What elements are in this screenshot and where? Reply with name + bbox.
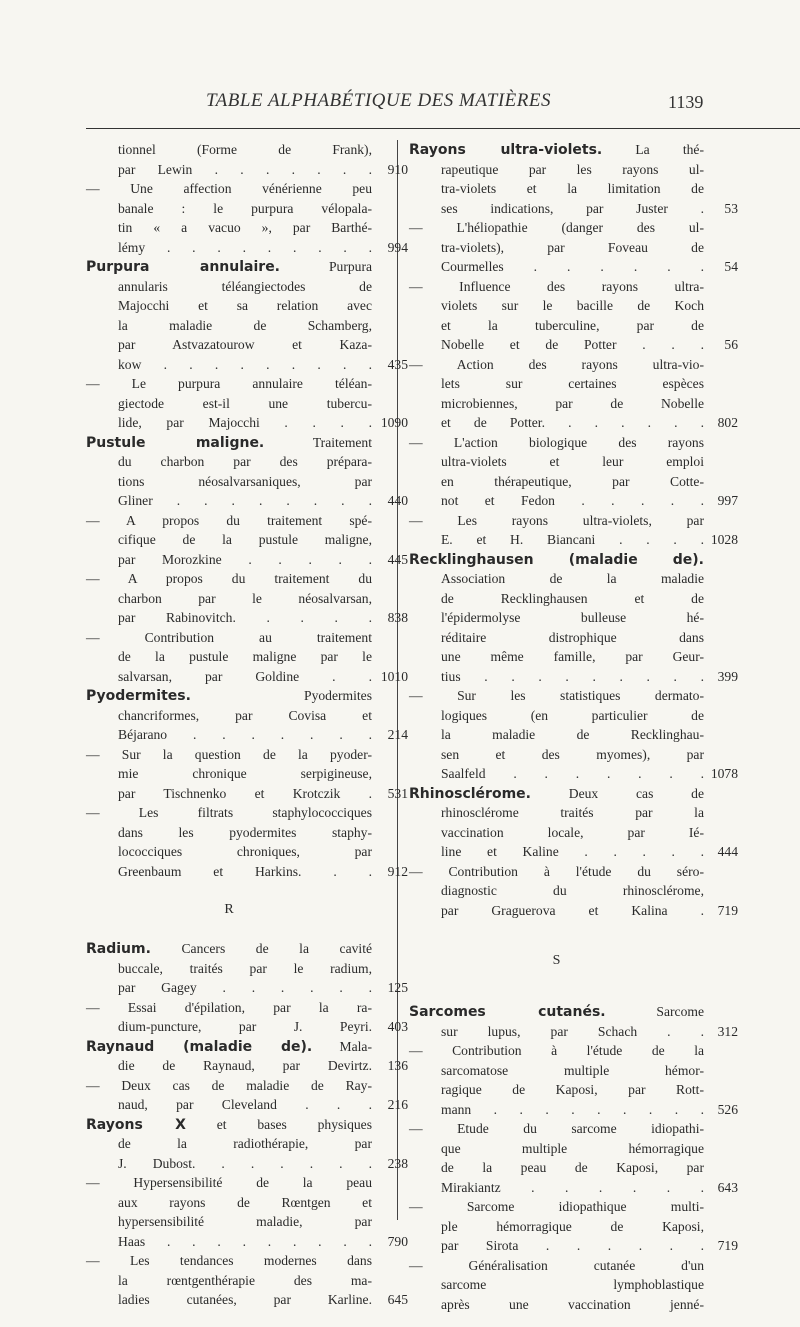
entry-text: — Généralisation cutanée d'un [409, 1257, 704, 1273]
entry-text: Deux cas de [530, 785, 704, 801]
entry-text: — Essai d'épilation, par la ra- [86, 999, 372, 1015]
index-line [86, 706, 372, 726]
entry-text: sur lupus, par Schach . . [441, 1023, 704, 1039]
page-reference: 526 [717, 1101, 738, 1117]
entry-text: E. et H. Biancani . . . . [441, 532, 704, 547]
entry-text: rapeutique par les rayons ul- [441, 161, 704, 177]
entry-text: — A propos du traitement spé- [86, 512, 372, 528]
page-reference: 838 [387, 610, 408, 625]
index-line [86, 1076, 372, 1096]
entry-text: Majocchi et sa relation avec [118, 298, 372, 313]
index-line [86, 218, 372, 238]
page-reference: 643 [717, 1179, 738, 1195]
page-reference: 912 [387, 863, 408, 879]
entry-text: de Recklinghausen et de [441, 590, 704, 606]
entry-text: — A propos du traitement du [86, 571, 372, 586]
page-reference: 802 [717, 415, 738, 430]
header-rule [86, 128, 800, 129]
index-line [409, 491, 738, 511]
index-line [86, 667, 408, 687]
index-line [409, 1197, 704, 1217]
entry-text: — Les tendances modernes dans [86, 1253, 372, 1268]
index-line [86, 1134, 372, 1154]
entry-text: en thérapeutique, par Cotte- [441, 473, 704, 489]
index-line [409, 1002, 704, 1022]
index-line [86, 199, 372, 219]
entry-text: naud, par Cleveland . . . [118, 1097, 372, 1112]
index-line [86, 394, 372, 414]
entry-text: et bases physiques [185, 1116, 373, 1132]
entry-text: ragique de Kaposi, par Rott- [441, 1082, 704, 1097]
right-column [409, 140, 738, 1314]
entry-text: tions néosalvarsaniques, par [118, 473, 372, 489]
index-line [409, 374, 704, 394]
running-header [0, 90, 800, 120]
page-reference: 719 [717, 1238, 738, 1253]
index-line [86, 842, 372, 862]
index-line [86, 939, 372, 959]
index-line [409, 335, 738, 355]
entry-text: lococciques chroniques, par [118, 844, 372, 859]
entry-text: salvarsan, par Goldine . . [118, 668, 372, 684]
entry-text: aux rayons de Rœntgen et [118, 1194, 372, 1210]
index-line [86, 530, 372, 550]
index-line [86, 686, 372, 706]
running-title: TABLE ALPHABÉTIQUE DES MATIÈRES [206, 90, 551, 111]
entry-text: Haas . . . . . . . . . [118, 1233, 372, 1249]
index-line [86, 452, 372, 472]
entry-heading: Raynaud (maladie de). [86, 1038, 313, 1055]
index-line [409, 803, 704, 823]
index-line [409, 823, 704, 843]
index-line [86, 1251, 372, 1271]
entry-text: — Une affection vénérienne peu [86, 181, 372, 196]
index-line [86, 1037, 372, 1057]
index-line [409, 589, 704, 609]
index-line [86, 433, 372, 453]
index-line [409, 160, 704, 180]
index-line [86, 179, 372, 199]
entry-text: dans les pyodermites staphy- [118, 824, 372, 840]
entry-text: — Contribution à l'étude du séro- [409, 863, 704, 879]
entry-text: giectode est-il une tubercu- [118, 395, 372, 411]
entry-text: chancriformes, par Covisa et [118, 707, 372, 723]
entry-text: line et Kaline . . . . . [441, 844, 704, 859]
index-line [409, 296, 704, 316]
index-line [409, 1178, 738, 1198]
index-line [86, 647, 372, 667]
index-line [409, 1295, 704, 1315]
entry-text: Cancers de la cavité [150, 941, 372, 956]
index-line [86, 1290, 408, 1310]
entry-text: ple hémorragique de Kaposi, [441, 1218, 704, 1234]
index-line [86, 550, 408, 570]
index-line [409, 608, 704, 628]
index-line [86, 608, 408, 628]
entry-text: par Tischnenko et Krotczik . [118, 785, 372, 801]
entry-text: La thé- [602, 142, 704, 157]
entry-text: — Sur la question de la pyoder- [86, 746, 372, 762]
page-reference: 136 [387, 1058, 408, 1073]
entry-text: lets sur certaines espèces [441, 376, 704, 391]
page-reference: 1028 [710, 532, 738, 547]
entry-text: mann . . . . . . . . . [441, 1101, 704, 1117]
page-reference: 531 [387, 785, 408, 801]
page-reference: 645 [387, 1292, 408, 1307]
entry-text: que multiple hémorragique [441, 1140, 704, 1156]
entry-text: charbon par le néosalvarsan, [118, 590, 372, 606]
index-line [409, 1022, 738, 1042]
entry-text: Mirakiantz . . . . . . [441, 1179, 704, 1195]
index-line [86, 355, 408, 375]
entry-heading: Rhinosclérome. [409, 785, 531, 802]
index-line [409, 1119, 704, 1139]
index-line [409, 569, 704, 589]
page-reference: 994 [387, 239, 408, 255]
entry-text: Sarcome [605, 1004, 704, 1019]
left-column [86, 140, 408, 1310]
index-line [86, 1193, 372, 1213]
index-line [86, 823, 372, 843]
index-line [409, 179, 704, 199]
entry-text: hypersensibilité maladie, par [118, 1214, 372, 1229]
entry-text: annularis téléangiectodes de [118, 278, 372, 294]
index-line [409, 277, 704, 297]
entry-text: kow . . . . . . . . . [118, 356, 372, 372]
entry-text: du charbon par des prépara- [118, 454, 372, 469]
entry-heading: Purpura annulaire. [86, 259, 281, 275]
entry-text: tin « a vacuo », par Barthé- [118, 220, 372, 235]
index-line [409, 1080, 704, 1100]
entry-text: par Lewin . . . . . . . [118, 161, 372, 177]
index-line [409, 706, 704, 726]
index-line [409, 316, 704, 336]
page-number: 1139 [668, 92, 704, 112]
index-line [86, 784, 408, 804]
index-line [86, 296, 372, 316]
section-letter: R [224, 902, 234, 917]
index-line [409, 1100, 738, 1120]
index-line [409, 355, 704, 375]
entry-text: dium-puncture, par J. Peyri. [118, 1019, 372, 1034]
index-line [409, 394, 704, 414]
index-line [86, 628, 372, 648]
section-letter: S [552, 953, 561, 968]
entry-text: Gliner . . . . . . . . [118, 493, 372, 508]
entry-text: par Rabinovitch. . . . . [118, 610, 372, 625]
index-line [409, 628, 704, 648]
entry-text: Mala- [312, 1038, 372, 1054]
index-line [86, 862, 408, 882]
index-line [409, 257, 738, 277]
index-line [86, 998, 372, 1018]
index-line [409, 686, 704, 706]
index-line [409, 472, 704, 492]
entry-text: sarcome lymphoblastique [441, 1277, 704, 1292]
page-reference: 214 [387, 727, 408, 742]
index-line [409, 530, 738, 550]
entry-text: par Graguerova et Kalina . [441, 902, 704, 918]
index-line [86, 1173, 372, 1193]
entry-text: — Deux cas de maladie de Ray- [86, 1077, 372, 1093]
entry-text: — Etude du sarcome idiopathi- [409, 1121, 704, 1136]
page-reference: 440 [387, 493, 408, 508]
entry-text: une même famille, par Geur- [441, 649, 704, 664]
entry-text: par Gagey . . . . . . [118, 980, 372, 995]
entry-text: mie chronique serpigineuse, [118, 766, 372, 781]
page-reference: 910 [387, 161, 408, 177]
entry-text: logiques (en particulier de [441, 707, 704, 723]
index-line [86, 1212, 372, 1232]
page-reference: 719 [717, 902, 738, 918]
index-line [86, 959, 372, 979]
entry-text: — Hypersensibilité de la peau [86, 1175, 372, 1190]
entry-text: — Contribution au traitement [86, 629, 372, 645]
entry-text: Saalfeld . . . . . . . [441, 766, 704, 781]
entry-text: Purpura [280, 259, 372, 274]
entry-text: — Les rayons ultra-violets, par [409, 512, 704, 528]
entry-text: et la tuberculine, par de [441, 317, 704, 333]
entry-text: — Sur les statistiques dermato- [409, 688, 704, 703]
index-line [409, 218, 704, 238]
entry-text: sen et des myomes), par [441, 746, 704, 762]
index-line [86, 257, 372, 277]
entry-text: Pyodermites [190, 688, 372, 703]
entry-text: banale : le purpura vélopala- [118, 200, 372, 216]
index-line [409, 784, 704, 804]
page-reference: 445 [387, 551, 408, 567]
index-line [409, 1061, 704, 1081]
index-line [86, 1232, 408, 1252]
entry-text: lémy . . . . . . . . . [118, 239, 372, 255]
entry-text: tionnel (Forme de Frank), [118, 142, 372, 157]
index-line [409, 745, 704, 765]
entry-text: cifique de la pustule maligne, [118, 532, 372, 547]
entry-text: de la peau de Kaposi, par [441, 1160, 704, 1175]
entry-text: vaccination locale, par Ié- [441, 824, 704, 840]
entry-heading: Radium. [86, 941, 151, 957]
index-line [86, 745, 372, 765]
entry-text: Greenbaum et Harkins. . . [118, 863, 372, 879]
index-line [409, 764, 738, 784]
entry-text: la maladie de Recklinghau- [441, 727, 704, 742]
index-line [409, 842, 738, 862]
index-line [409, 1041, 704, 1061]
page-reference: 56 [724, 337, 738, 352]
entry-text: de la pustule maligne par le [118, 649, 372, 664]
entry-text: microbiennes, par de Nobelle [441, 395, 704, 411]
index-line [409, 881, 704, 901]
entry-text: — Les filtrats staphylococciques [86, 805, 372, 820]
page-reference: 790 [387, 1233, 408, 1249]
entry-text: buccale, traités par le radium, [118, 960, 372, 976]
entry-text: ladies cutanées, par Karline. [118, 1292, 372, 1307]
index-line [86, 764, 372, 784]
entry-heading: Pustule maligne. [86, 434, 265, 451]
page-reference: 54 [724, 259, 738, 274]
index-line [86, 978, 408, 998]
page-reference: 238 [387, 1155, 408, 1171]
index-line [86, 1271, 372, 1291]
page-reference: 399 [717, 668, 738, 684]
index-line [86, 140, 372, 160]
index-line [409, 901, 738, 921]
index-line [86, 1115, 372, 1135]
index-line [409, 238, 704, 258]
index-line [409, 1158, 704, 1178]
entry-text: ultra-violets et leur emploi [441, 454, 704, 469]
entry-text: Association de la maladie [441, 571, 704, 586]
index-line [409, 1256, 704, 1276]
index-line [409, 647, 704, 667]
entry-text: de la radiothérapie, par [118, 1136, 372, 1151]
index-line [86, 589, 372, 609]
index-line [86, 1154, 408, 1174]
entry-text: Courmelles . . . . . . [441, 259, 704, 274]
entry-text: — Sarcome idiopathique multi- [409, 1199, 704, 1214]
page-reference: 403 [387, 1019, 408, 1034]
index-line [86, 238, 408, 258]
entry-text: réditaire distrophique dans [441, 629, 704, 645]
entry-text: et de Potter. . . . . . . [441, 415, 704, 430]
index-line [86, 472, 372, 492]
index-line [86, 1017, 408, 1037]
index-line [409, 452, 704, 472]
index-line [409, 433, 704, 453]
entry-text: Béjarano . . . . . . . [118, 727, 372, 742]
entry-text: après une vaccination jenné- [441, 1296, 704, 1312]
entry-text: Nobelle et de Potter . . . [441, 337, 704, 352]
entry-heading: Pyodermites. [86, 688, 191, 704]
page-reference: 435 [387, 356, 408, 372]
entry-text: J. Dubost. . . . . . . [118, 1155, 372, 1171]
index-line [86, 277, 372, 297]
entry-text: Traitement [264, 434, 373, 450]
index-line [86, 335, 372, 355]
index-line [86, 569, 372, 589]
index-line [86, 725, 408, 745]
index-line [409, 862, 704, 882]
entry-text: tius . . . . . . . . . [441, 668, 704, 684]
entry-text: rhinosclérome traités par la [441, 805, 704, 820]
index-line [86, 803, 372, 823]
index-line [86, 491, 408, 511]
entry-text: — Le purpura annulaire téléan- [86, 376, 372, 391]
page-reference: 997 [717, 493, 738, 508]
entry-heading: Rayons X [86, 1116, 186, 1133]
entry-text: ses indications, par Juster . [441, 200, 704, 216]
entry-text: par Morozkine . . . . . [118, 551, 372, 567]
index-line [409, 413, 738, 433]
page-reference: 216 [387, 1097, 408, 1112]
index-line [86, 511, 372, 531]
index-line [86, 1095, 408, 1115]
index-line [409, 1139, 704, 1159]
entry-heading: Rayons ultra-violets. [409, 142, 603, 158]
page-reference: 312 [717, 1023, 738, 1039]
index-line [409, 1275, 704, 1295]
page-reference: 53 [724, 200, 738, 216]
entry-heading: Recklinghausen (maladie de). [409, 551, 704, 568]
index-line [409, 1217, 704, 1237]
index-line [409, 725, 704, 745]
entry-heading: Sarcomes cutanés. [409, 1004, 606, 1020]
entry-text: lide, par Majocchi . . . . [118, 415, 372, 430]
index-line [409, 667, 738, 687]
entry-text: not et Fedon . . . . . [441, 493, 704, 508]
entry-text: die de Raynaud, par Devirtz. [118, 1058, 372, 1073]
page-reference: 125 [387, 980, 408, 995]
entry-text: la maladie de Schamberg, [118, 317, 372, 333]
entry-text: tra-violets et la limitation de [441, 181, 704, 196]
entry-text: — Contribution à l'étude de la [409, 1043, 704, 1058]
index-line [409, 550, 704, 570]
entry-text: — L'action biologique des rayons [409, 434, 704, 450]
index-line [409, 1236, 738, 1256]
entry-text: l'épidermolyse bulleuse hé- [441, 610, 704, 625]
index-line [86, 413, 408, 433]
entry-text: violets sur le bacille de Koch [441, 298, 704, 313]
entry-text: par Astvazatourow et Kaza- [118, 337, 372, 352]
entry-text: par Sirota . . . . . . [441, 1238, 704, 1253]
page-reference: 1090 [380, 415, 408, 430]
entry-text: sarcomatose multiple hémor- [441, 1062, 704, 1078]
index-line [86, 316, 372, 336]
index-line [86, 1056, 408, 1076]
entry-text: la rœntgenthérapie des ma- [118, 1272, 372, 1288]
index-line [86, 374, 372, 394]
entry-text: — Action des rayons ultra-vio- [409, 356, 704, 372]
entry-text: diagnostic du rhinosclérome, [441, 883, 704, 898]
entry-text: — Influence des rayons ultra- [409, 278, 704, 294]
entry-text: tra-violets), par Foveau de [441, 239, 704, 255]
index-line [409, 199, 738, 219]
page-reference: 444 [717, 844, 738, 859]
index-line [86, 160, 408, 180]
page-reference: 1010 [380, 668, 408, 684]
page-reference: 1078 [710, 766, 738, 781]
index-line [409, 140, 704, 160]
entry-text: — L'héliopathie (danger des ul- [409, 220, 704, 235]
index-line [409, 511, 704, 531]
